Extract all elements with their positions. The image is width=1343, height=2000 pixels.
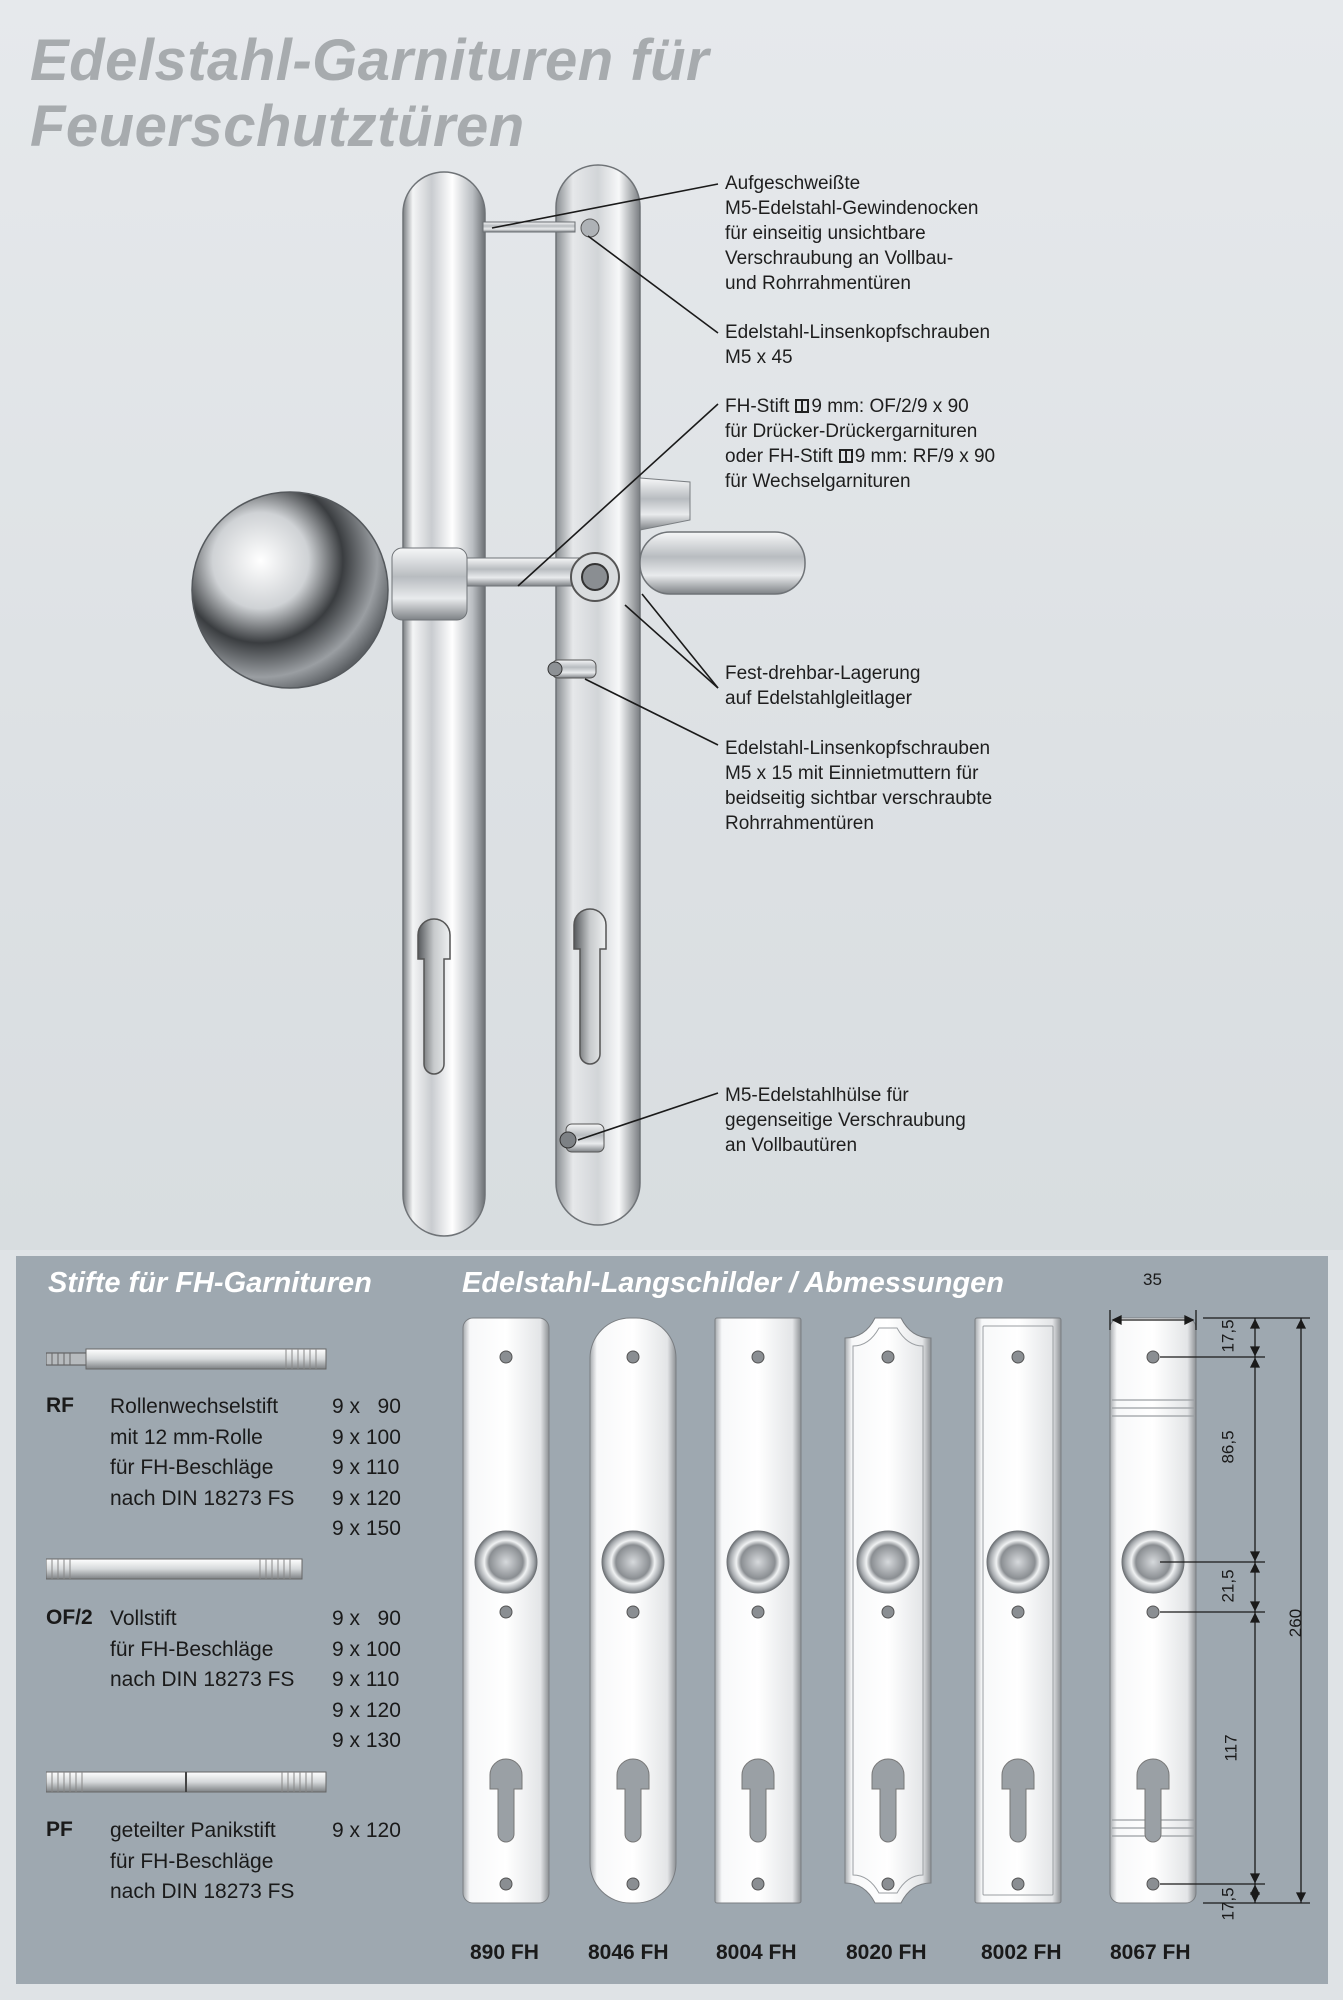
callout-text: oder FH-Stift (725, 446, 833, 467)
pin-desc-rf (110, 1392, 294, 1514)
callout-text: 9 mm: RF/9 x 90 (854, 446, 996, 467)
pin-size: 9 x 120 (332, 1486, 401, 1510)
pin-desc-line: geteilter Panikstift (110, 1819, 276, 1842)
pin-size: 9 x 130 (332, 1729, 401, 1752)
pin-size: 9 x 120 (332, 1819, 401, 1842)
plate-label-8020fh: 8020 FH (846, 1941, 927, 1964)
dim-width: 35 (1143, 1270, 1162, 1289)
pin-desc-line: nach DIN 18273 FS (110, 1668, 295, 1691)
callout-line: M5-Edelstahlhülse für (725, 1085, 909, 1106)
pin-size: 9 x 110 (332, 1668, 400, 1691)
dim-top: 17,5 (1218, 1319, 1238, 1353)
dim-upper: 86,5 (1218, 1430, 1238, 1464)
callout-line: beidseitig sichtbar verschraubte (725, 788, 993, 809)
callout-line: M5-Edelstahl-Gewindenocken (725, 198, 979, 219)
pin-sizes-rf (332, 1392, 401, 1545)
callout-edelstahlhuelse (725, 1083, 966, 1158)
pin-size: 9 x 150 (332, 1517, 401, 1540)
pin-size: 9 x 100 (332, 1637, 401, 1661)
square-profile-icon (795, 399, 809, 413)
callout-line: Edelstahl-Linsenkopfschrauben (725, 738, 991, 759)
callout-text: 9 mm: OF/2/9 x 90 (811, 396, 969, 417)
callout-line: M5 x 15 mit Einnietmuttern für (725, 763, 979, 784)
plate-label-8046fh: 8046 FH (588, 1941, 669, 1964)
plate-label-8067fh: 8067 FH (1110, 1941, 1191, 1964)
dim-lower: 117 (1221, 1734, 1241, 1762)
pin-desc-of2 (110, 1604, 294, 1696)
pin-desc-line: Rollenwechselstift (110, 1395, 279, 1418)
callout-linsenkopfschrauben-m5x15 (725, 736, 992, 836)
callout-line: Rohrrahmentüren (725, 813, 874, 834)
callout-text: FH-Stift (725, 396, 790, 417)
pin-sizes-of2 (332, 1604, 401, 1757)
callout-line: für einseitig unsichtbare (725, 223, 926, 244)
pin-sizes-pf (332, 1816, 401, 1847)
pin-desc-line: für FH-Beschläge (110, 1637, 274, 1661)
pin-size: 9 x 110 (332, 1456, 400, 1479)
callout-line: M5 x 45 (725, 347, 793, 368)
pin-size: 9 x 100 (332, 1425, 401, 1449)
callout-linsenkopfschrauben-m5x45 (725, 320, 990, 370)
callout-line: Fest-drehbar-Lagerung (725, 663, 921, 684)
pin-code-of2: OF/2 (46, 1606, 93, 1629)
plates-heading: Edelstahl-Langschilder / Abmessungen (462, 1267, 1004, 1299)
callout-line: für Wechselgarnituren (725, 471, 911, 492)
plate-label-8004fh: 8004 FH (716, 1941, 797, 1964)
pin-desc-line: nach DIN 18273 FS (110, 1486, 295, 1510)
pin-desc-line: für FH-Beschläge (110, 1849, 274, 1873)
callout-line: Edelstahl-Linsenkopfschrauben (725, 322, 991, 343)
callout-line: und Rohrrahmentüren (725, 273, 911, 294)
pin-image-of2 (46, 1553, 306, 1585)
pin-image-pf (46, 1766, 330, 1798)
dim-bottom: 17,5 (1218, 1887, 1238, 1921)
pin-size: 9 x 90 (332, 1607, 401, 1630)
callout-gewindenocken (725, 171, 978, 296)
pin-desc-pf (110, 1816, 294, 1908)
callout-fh-stift (725, 394, 995, 494)
callout-line: für Drücker-Drückergarnituren (725, 421, 978, 442)
dim-mid: 21,5 (1218, 1569, 1238, 1603)
callout-lagerung (725, 661, 920, 711)
callout-line: gegenseitige Verschraubung (725, 1110, 966, 1131)
dim-total: 260 (1286, 1608, 1306, 1638)
pin-code-rf: RF (46, 1394, 74, 1417)
pin-image-rf (46, 1343, 330, 1375)
callout-line (725, 444, 995, 469)
pin-desc-line: für FH-Beschläge (110, 1456, 274, 1479)
pin-size: 9 x 120 (332, 1698, 401, 1722)
page-title-line1: Edelstahl-Garnituren für (30, 28, 710, 93)
callout-line: Aufgeschweißte (725, 173, 861, 194)
square-profile-icon (839, 449, 853, 463)
callout-line: an Vollbautüren (725, 1135, 858, 1156)
long-plates-illustration (455, 1310, 1335, 1930)
pin-desc-line: nach DIN 18273 FS (110, 1880, 295, 1903)
plate-label-8002fh: 8002 FH (981, 1941, 1062, 1964)
callout-line: auf Edelstahlgleitlager (725, 688, 912, 709)
pin-size: 9 x 90 (332, 1395, 401, 1418)
pins-heading: Stifte für FH-Garnituren (48, 1267, 372, 1299)
page-title-line2: Feuerschutztüren (30, 94, 525, 159)
plate-label-890fh: 890 FH (470, 1941, 539, 1964)
pin-code-pf: PF (46, 1818, 73, 1841)
pin-desc-line: mit 12 mm-Rolle (110, 1425, 263, 1449)
pin-desc-line: Vollstift (110, 1607, 177, 1630)
callout-line (725, 394, 995, 419)
callout-line: Verschraubung an Vollbau- (725, 248, 954, 269)
